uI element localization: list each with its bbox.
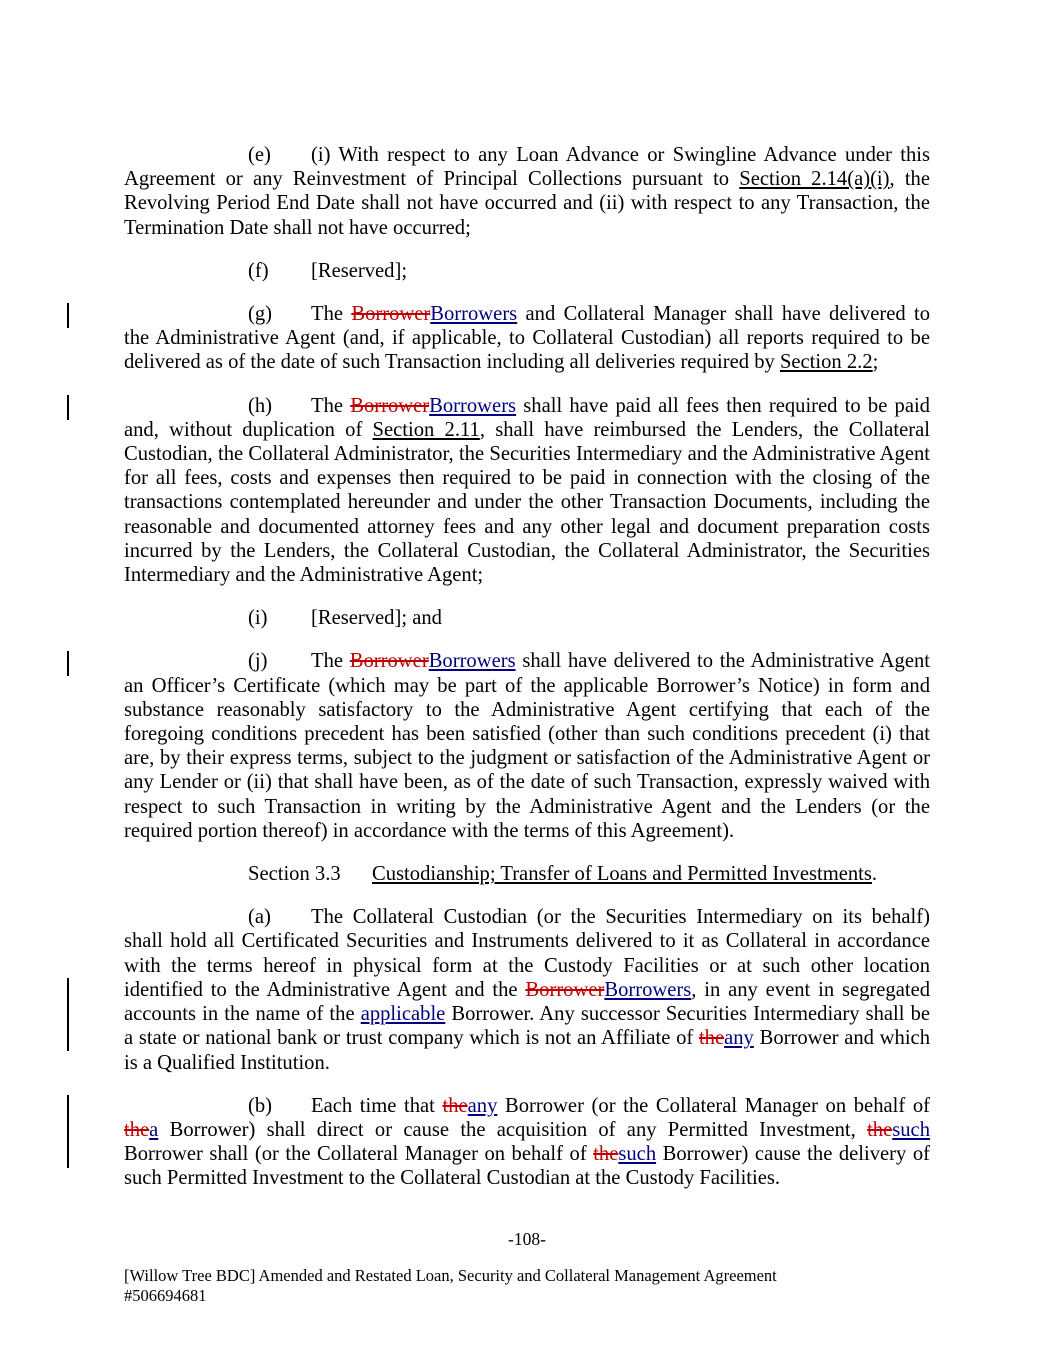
footer-line-2: #506694681 [124, 1286, 207, 1305]
deleted-text: Borrower [351, 303, 431, 326]
paragraph-f [124, 259, 930, 283]
paragraph-label: (a) [248, 906, 271, 929]
body-text: The [311, 650, 350, 673]
body-text: Borrower. Any successor Securities Intermediary shall be a state or national bank or trust company which is not an Affiliate of [124, 1003, 931, 1050]
inserted-text: any [724, 1027, 754, 1050]
document-content [124, 143, 930, 1210]
section-reference: Section 2.14(a)(i) [739, 168, 890, 191]
paragraph-label: (f) [248, 259, 269, 282]
body-text: Each time that [311, 1094, 443, 1117]
paragraph-b [124, 1094, 930, 1191]
body-text: The [311, 303, 352, 326]
body-text: Borrower (or the Collateral Manager on behalf of [497, 1094, 930, 1117]
paragraph-i [124, 606, 930, 630]
paragraph-label: (b) [248, 1094, 273, 1117]
section-reference: Section 2.11 [372, 418, 480, 441]
paragraph-j [124, 649, 930, 843]
change-bar [67, 978, 69, 1051]
inserted-text: Borrowers [604, 978, 692, 1001]
deleted-text: the [124, 1118, 150, 1141]
paragraph-a [124, 905, 930, 1074]
deleted-text: Borrower [349, 650, 429, 673]
paragraph-label: (g) [248, 303, 273, 326]
paragraph-h [124, 394, 930, 588]
paragraph-label: Section 3.3 [248, 863, 341, 886]
paragraph-section-3-3 [124, 862, 930, 886]
body-text: ; [872, 351, 879, 374]
body-text: Borrower) shall direct or cause the acquisition of any Permitted Investment, [158, 1118, 868, 1141]
deleted-text: the [698, 1027, 725, 1050]
inserted-text: such [618, 1143, 657, 1166]
body-text: Borrower and which is a Qualified Institution. [124, 1027, 930, 1074]
inserted-text: Borrowers [430, 303, 518, 326]
body-text: shall have delivered to the Administrative Agent an Officer’s Certificate (which may be part of the applicable Borrower’s Notice) in form and substance reasonably satisfactory to the Administrative Agent certifying that each of the foregoing conditions precedent has been satisfied (other than such conditions precedent (i) that are, by their express terms, subject to the judgment or satisfaction of the Administrative Agent or any Lender or (ii) that shall have been, as of the date of such Transaction, expressly waived with respect to such Transaction in writing by the Administrative Agent and the Lenders (or the required portion thereof) in accordance with the terms of this Agreement). [124, 650, 930, 842]
change-bar [67, 651, 69, 676]
inserted-text: Borrowers [429, 394, 517, 417]
paragraph-label: (e) [248, 144, 271, 166]
section-title: Custodianship; Transfer of Loans and Permitted Investments [372, 863, 872, 886]
body-text: . [871, 863, 878, 886]
change-bar [67, 395, 69, 420]
body-text: (i) With respect to any Loan Advance or Swingline Advance under this Agreement or any Reinvestment of Principal Collections pursuant to [124, 144, 930, 191]
body-text: [Reserved]; [311, 259, 408, 282]
body-text: shall have paid all fees then required to be paid and, without duplication of [124, 394, 930, 441]
body-text: The [311, 394, 351, 417]
paragraph-label: (h) [248, 394, 273, 417]
deleted-text: the [867, 1118, 893, 1141]
inserted-text: any [467, 1094, 498, 1117]
inserted-text: a [149, 1118, 159, 1141]
body-text: , the Revolving Period End Date shall not have occurred and (ii) with respect to any Transaction, the Termination Date shall not have occurred; [124, 168, 930, 239]
page-number: -108- [508, 1229, 546, 1249]
inserted-text: such [892, 1118, 930, 1141]
paragraph-e [124, 143, 930, 240]
body-text: and Collateral Manager shall have delivered to the Administrative Agent (and, if applicable, to Collateral Custodian) all reports required to be delivered as of the date of such Transaction including all deliveries required by [124, 303, 930, 374]
body-text: [Reserved]; and [311, 607, 442, 630]
body-text: , shall have reimbursed the Lenders, the Collateral Custodian, the Collateral Administrator, the Securities Intermediary and the Administrative Agent for all fees, costs and expenses then required to be paid in connection with the closing of the transactions contemplated hereunder and under the other Transaction Documents, including the reasonable and documented attorney fees and any other legal and document preparation costs incurred by the Lenders, the Collateral Custodian, the Collateral Administrator, the Securities Intermediary and the Administrative Agent; [124, 418, 930, 587]
body-text: , in any event in segregated accounts in the name of the [124, 978, 931, 1026]
deleted-text: Borrower [350, 394, 430, 417]
document-footer [124, 1266, 930, 1306]
paragraph-label: (j) [248, 650, 268, 673]
change-bar [67, 303, 69, 328]
inserted-text: Borrowers [428, 650, 516, 673]
body-text: Borrower) cause the delivery of such Permitted Investment to the Collateral Custodian at the Custody Facilities. [124, 1143, 930, 1190]
body-text: Borrower shall (or the Collateral Manager on behalf of [124, 1143, 594, 1166]
paragraph-g [124, 302, 930, 375]
inserted-text: applicable [360, 1003, 446, 1026]
deleted-text: Borrower [525, 978, 605, 1001]
body-text: The Collateral Custodian (or the Securities Intermediary on its behalf) shall hold all Certificated Securities and Instruments delivered to it as Collateral in accordance with the terms hereof in physical form at the Custody Facilities or at such other location identified to the Administrative Agent and the [124, 906, 930, 1001]
section-reference: Section 2.2 [779, 351, 873, 374]
deleted-text: the [442, 1094, 468, 1117]
footer-line-1: [Willow Tree BDC] Amended and Restated Loan, Security and Collateral Management Agreement [124, 1266, 777, 1285]
paragraph-label: (i) [248, 607, 268, 630]
deleted-text: the [593, 1143, 619, 1166]
change-bar [67, 1095, 69, 1168]
